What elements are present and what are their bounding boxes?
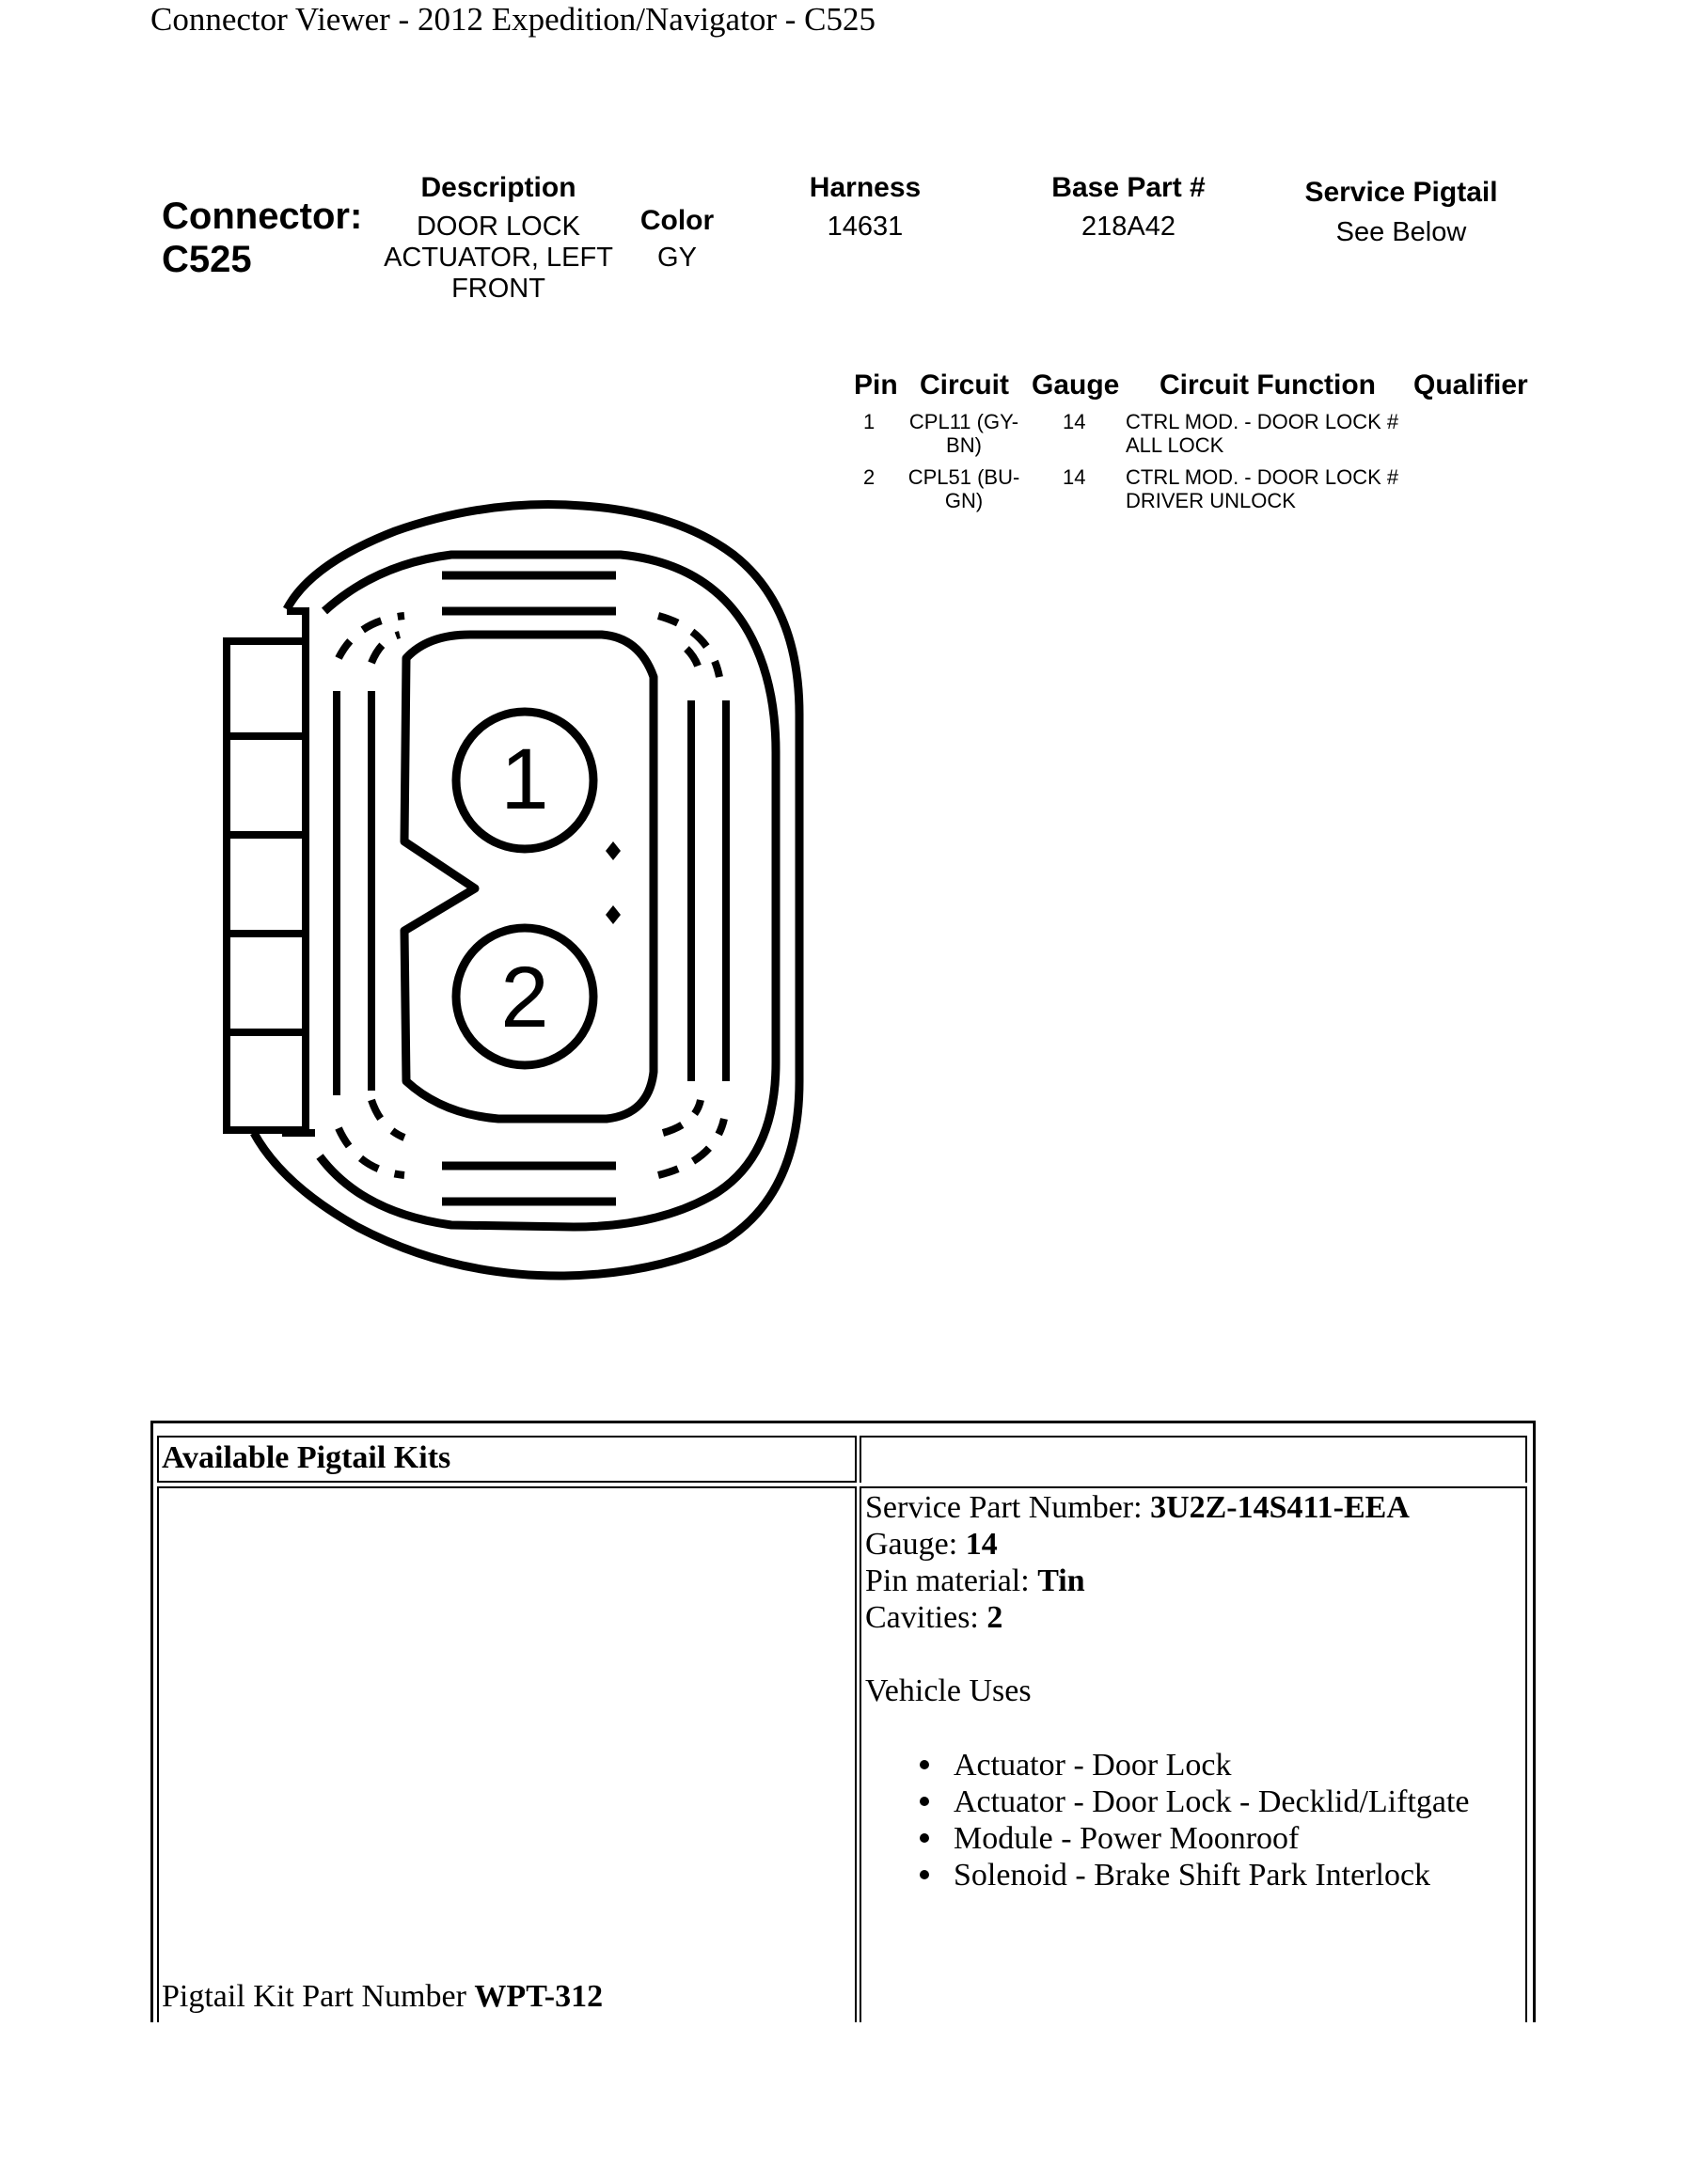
pin-circuit bbox=[903, 465, 1025, 512]
pigtail-image-cell bbox=[157, 1486, 857, 2022]
pin-circuit-line: GN) bbox=[944, 489, 984, 512]
color-value: GY bbox=[657, 243, 697, 273]
pin-gauge: 14 bbox=[1063, 410, 1086, 433]
key-marker bbox=[606, 905, 621, 924]
pin-function-line: CTRL MOD. - DOOR LOCK # bbox=[1126, 410, 1399, 433]
pin-function bbox=[1126, 410, 1398, 457]
bullet-icon bbox=[920, 1797, 929, 1806]
pin-table-header-gauge: Gauge bbox=[1032, 369, 1120, 401]
service-part-number: 3U2Z-14S411-EEA bbox=[1150, 1490, 1410, 1525]
service-part-line bbox=[865, 1489, 1410, 1526]
harness-header: Harness bbox=[809, 172, 922, 203]
connector-label: Connector: bbox=[162, 196, 363, 237]
description-line: ACTUATOR, LEFT bbox=[384, 243, 613, 273]
gauge-line bbox=[865, 1526, 998, 1563]
cavities-line bbox=[865, 1599, 1002, 1636]
pin-circuit bbox=[903, 410, 1025, 457]
pin-circuit-line: BN) bbox=[946, 433, 982, 457]
pin-table-header-pin: Pin bbox=[854, 369, 898, 401]
pin-table-header-circuit: Circuit bbox=[920, 369, 1010, 401]
vehicle-use-item bbox=[920, 1783, 1470, 1820]
pin-table-header-qualifier: Qualifier bbox=[1413, 369, 1528, 401]
pin-material-line bbox=[865, 1563, 1085, 1599]
inner-dashed-outline bbox=[339, 616, 724, 1175]
pigtail-section-title: Available Pigtail Kits bbox=[162, 1440, 451, 1475]
pin-function-line: DRIVER UNLOCK bbox=[1126, 489, 1296, 512]
description-line: DOOR LOCK bbox=[416, 212, 581, 242]
pin-circuit-line: CPL11 (GY- bbox=[908, 410, 1019, 433]
connector-id: C525 bbox=[162, 239, 252, 280]
color-header: Color bbox=[639, 205, 715, 236]
bullet-icon bbox=[920, 1833, 929, 1843]
base-part-value: 218A42 bbox=[1081, 212, 1175, 242]
pin-circuit-line: CPL51 (BU- bbox=[907, 465, 1020, 489]
vehicle-use-text: Module - Power Moonroof bbox=[954, 1821, 1300, 1856]
pin-gauge: 14 bbox=[1063, 465, 1086, 489]
pin-function bbox=[1126, 465, 1398, 512]
pin-function-line: CTRL MOD. - DOOR LOCK # bbox=[1126, 465, 1399, 489]
kit-part-number: WPT-312 bbox=[474, 1979, 604, 2014]
description-header: Description bbox=[420, 172, 576, 203]
vehicle-use-text: Solenoid - Brake Shift Park Interlock bbox=[954, 1858, 1431, 1893]
key-marker bbox=[606, 841, 621, 860]
gauge-value: 14 bbox=[965, 1527, 998, 1562]
bullet-icon bbox=[920, 1870, 929, 1879]
cavities-label: Cavities: bbox=[865, 1600, 987, 1635]
cavity-2-label: 2 bbox=[500, 950, 549, 1045]
kit-part-label: Pigtail Kit Part Number bbox=[162, 1979, 475, 2014]
description-line: FRONT bbox=[451, 274, 545, 304]
cavity-housing bbox=[404, 635, 654, 1119]
service-pigtail-value: See Below bbox=[1335, 217, 1467, 247]
service-pigtail-header: Service Pigtail bbox=[1304, 177, 1498, 208]
page-title: Connector Viewer - 2012 Expedition/Navigator - C525 bbox=[150, 1, 876, 38]
pigtail-header-cell bbox=[860, 1436, 1527, 1483]
vehicle-uses-title: Vehicle Uses bbox=[865, 1673, 1032, 1708]
pigtail-kit-part bbox=[162, 1977, 603, 2017]
connector-face-diagram bbox=[216, 494, 818, 1293]
cavities-value: 2 bbox=[986, 1600, 1003, 1635]
cavity-1-label: 1 bbox=[500, 731, 549, 827]
bullet-icon bbox=[920, 1760, 929, 1769]
base-part-header: Base Part # bbox=[1051, 172, 1206, 203]
pin-table-header-function: Circuit Function bbox=[1160, 369, 1376, 401]
vehicle-use-item bbox=[920, 1857, 1430, 1893]
connector-inner-shell bbox=[320, 555, 776, 1227]
pin-function-line: ALL LOCK bbox=[1126, 433, 1224, 457]
harness-value: 14631 bbox=[827, 212, 904, 242]
vehicle-use-text: Actuator - Door Lock - Decklid/Liftgate bbox=[954, 1784, 1470, 1819]
description-value bbox=[367, 212, 630, 305]
gauge-label: Gauge: bbox=[865, 1527, 966, 1562]
vehicle-use-item bbox=[920, 1820, 1299, 1857]
pin-material-label: Pin material: bbox=[865, 1563, 1038, 1598]
pin-number: 2 bbox=[863, 465, 876, 489]
pin-number: 1 bbox=[863, 410, 876, 433]
vehicle-use-item bbox=[920, 1747, 1232, 1783]
vehicle-use-text: Actuator - Door Lock bbox=[954, 1748, 1232, 1783]
pin-material-value: Tin bbox=[1037, 1563, 1085, 1598]
service-part-label: Service Part Number: bbox=[865, 1490, 1151, 1525]
side-latch bbox=[227, 611, 315, 1133]
